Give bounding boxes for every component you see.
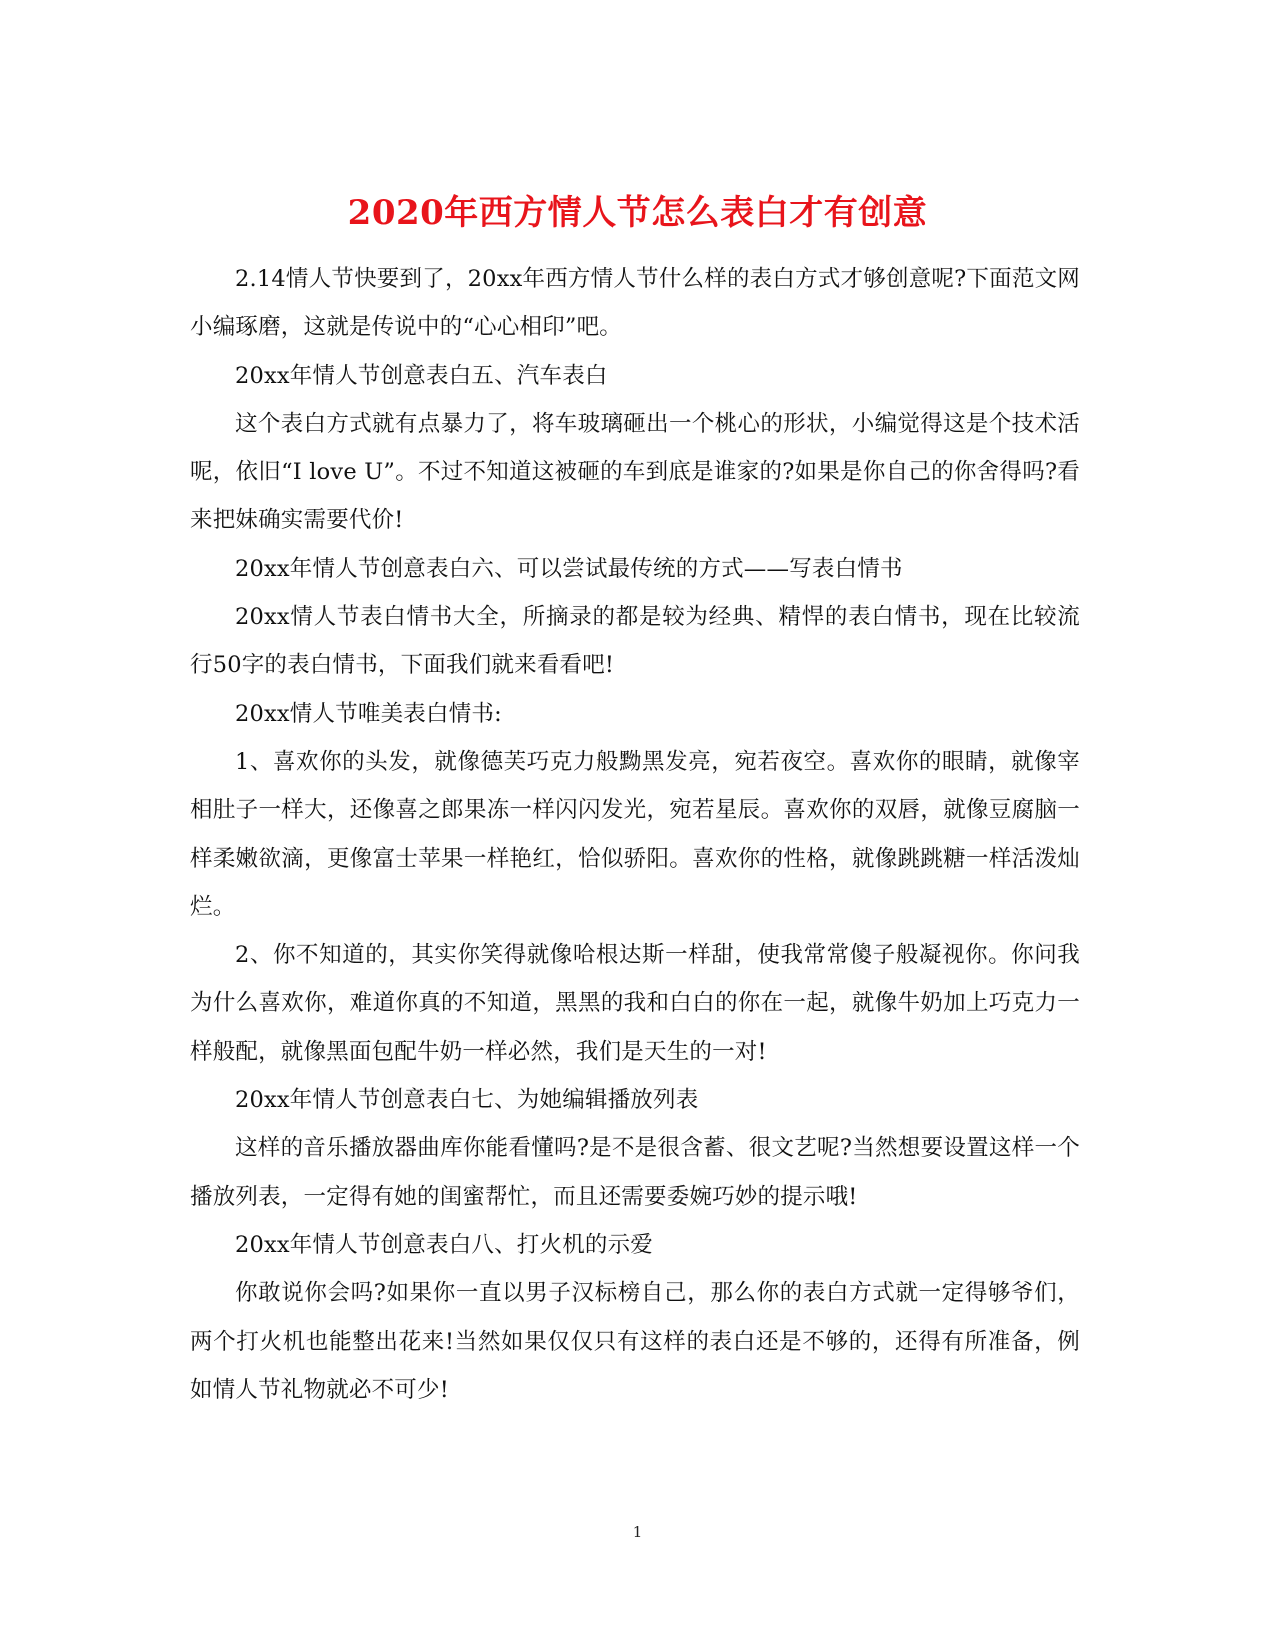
heading-love-letter: 20xx年情人节创意表白六、可以尝试最传统的方式——写表白情书 [235,555,903,582]
paragraph-letter-two: 2、你不知道的，其实你笑得就像哈根达斯一样甜，使我常常傻子般凝视你。你问我为什么喜欢你，难道你真的不知道，黑黑的我和白白的你在一起，就像牛奶加上巧克力一样般配，就像黑面包配牛奶一样必然，我们是天生的一对! [190,942,1080,1065]
paragraph-lighter: 你敢说你会吗?如果你一直以男子汉标榜自己，那么你的表白方式就一定得够爷们，两个打火机也能整出花来!当然如果仅仅只有这样的表白还是不够的，还得有所准备，例如情人节礼物就必不可少! [190,1280,1080,1403]
paragraph-car-confession: 这个表白方式就有点暴力了，将车玻璃砸出一个桃心的形状，小编觉得这是个技术活呢，依旧“I love U”。不过不知道这被砸的车到底是谁家的?如果是你自己的你舍得吗?看来把妹确实需要代价! [190,410,1080,534]
paragraph-intro: 2.14情人节快要到了，20xx年西方情人节什么样的表白方式才够创意呢?下面范文网小编琢磨，这就是传说中的“心心相印”吧。 [190,266,1080,341]
heading-playlist: 20xx年情人节创意表白七、为她编辑播放列表 [235,1087,699,1114]
heading-car-confession: 20xx年情人节创意表白五、汽车表白 [235,362,608,389]
heading-romantic-letters: 20xx情人节唯美表白情书: [235,700,502,727]
page-number: 1 [632,1523,643,1541]
document-body [190,255,1080,1414]
paragraph-playlist: 这样的音乐播放器曲库你能看懂吗?是不是很含蓄、很文艺呢?当然想要设置这样一个播放列表，一定得有她的闺蜜帮忙，而且还需要委婉巧妙的提示哦! [190,1135,1080,1210]
heading-lighter: 20xx年情人节创意表白八、打火机的示爱 [235,1231,654,1258]
paragraph-letter-one: 1、喜欢你的头发，就像德芙巧克力般黝黑发亮，宛若夜空。喜欢你的眼睛，就像宰相肚子一样大，还像喜之郎果冻一样闪闪发光，宛若星辰。喜欢你的双唇，就像豆腐脑一样柔嫩欲滴，更像富士苹果一样艳红，恰似骄阳。喜欢你的性格，就像跳跳糖一样活泼灿烂。 [190,748,1080,920]
paragraph-love-letter: 20xx情人节表白情书大全，所摘录的都是较为经典、精悍的表白情书，现在比较流行50字的表白情书，下面我们就来看看吧! [190,604,1080,679]
document-title: 2020年西方情人节怎么表白才有创意 [347,192,928,233]
